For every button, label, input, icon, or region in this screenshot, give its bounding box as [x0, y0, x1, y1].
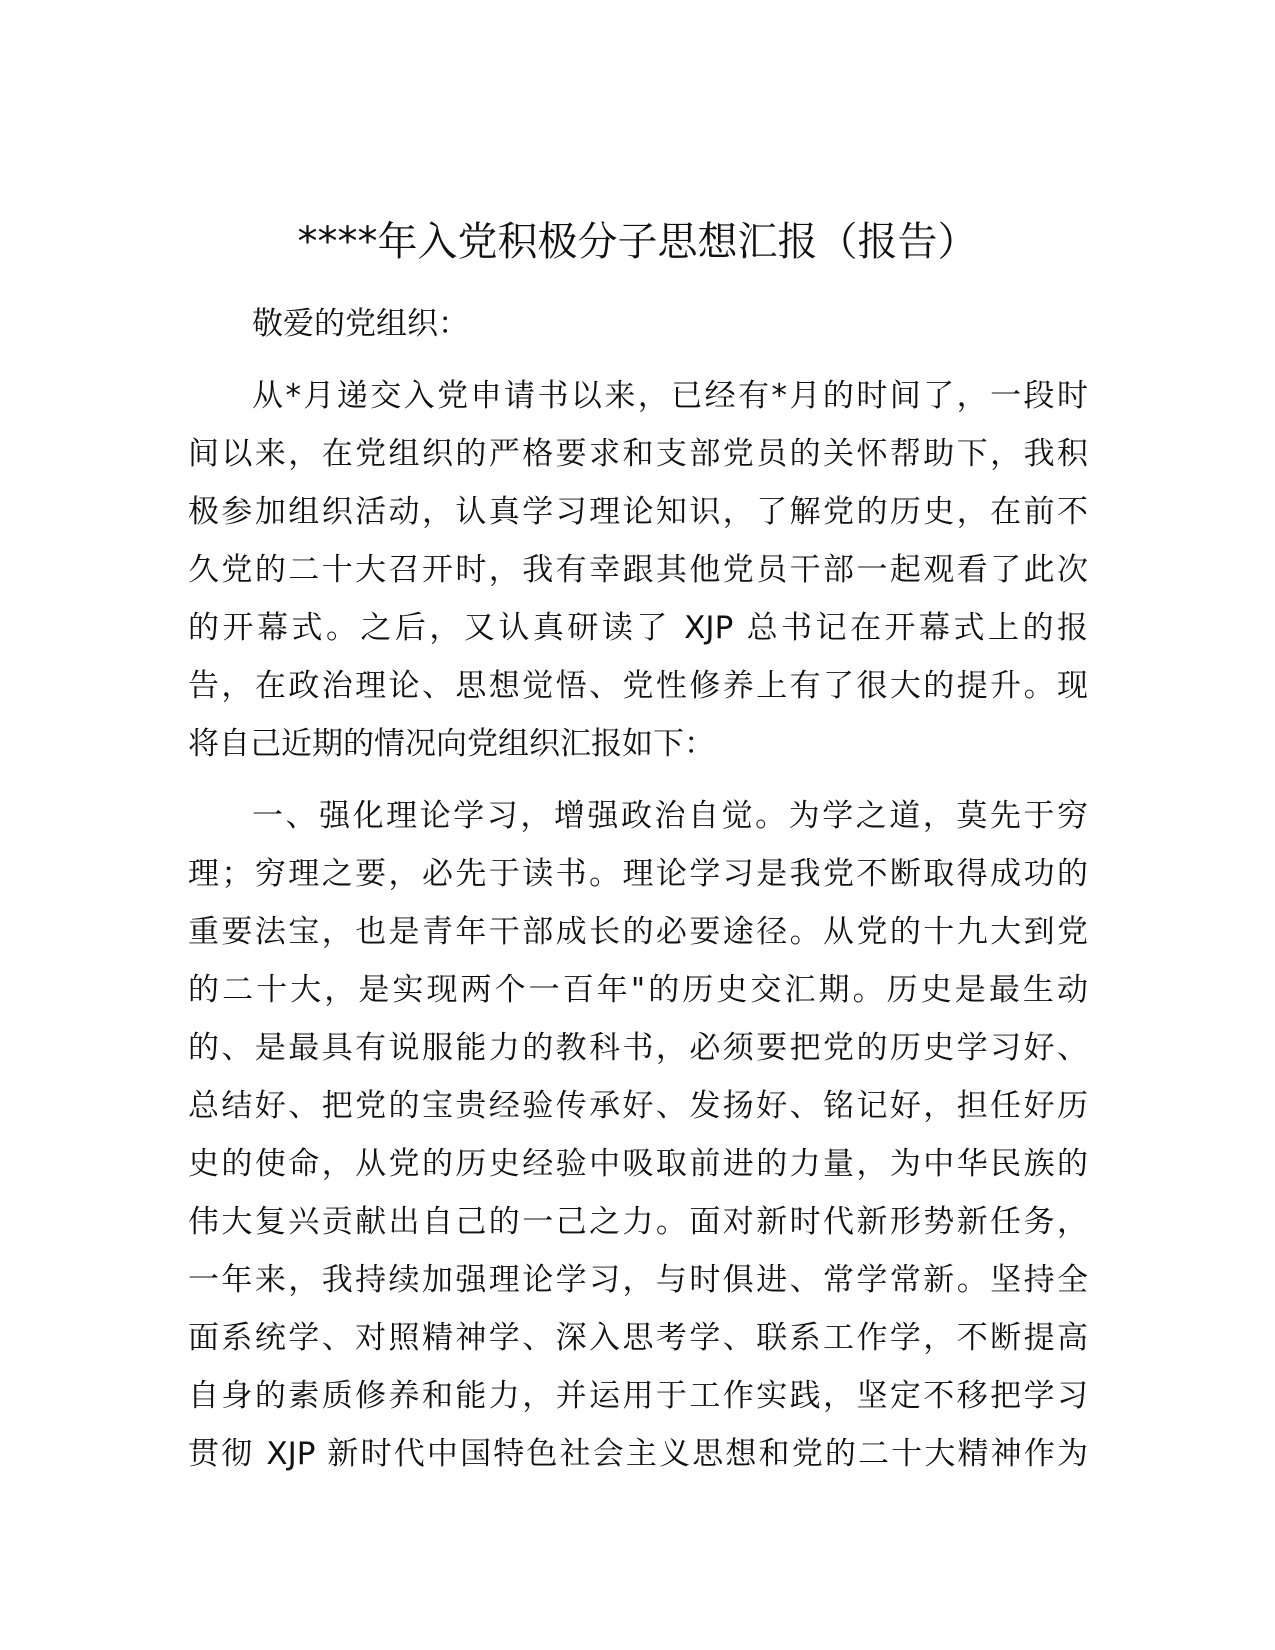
paragraph-2 — [188, 787, 1088, 1483]
paragraph-line: 自身的素质修养和能力，并运用于工作实践，坚定不移把学习 — [188, 1378, 1088, 1414]
paragraph-line: 史的使命，从党的历史经验中吸取前进的力量，为中华民族的 — [188, 1146, 1088, 1182]
paragraph-line: 一、强化理论学习，增强政治自觉。为学之道，莫先于穷 — [252, 798, 1088, 834]
paragraph-line: 的、是最具有说服能力的教科书，必须要把党的历史学习好、 — [188, 1030, 1088, 1066]
paragraph-line: 一年来，我持续加强理论学习，与时俱进、常学常新。坚持全 — [188, 1262, 1088, 1298]
paragraph-line: 重要法宝，也是青年干部成长的必要途径。从党的十九大到党 — [188, 914, 1088, 950]
paragraph-line: 极参加组织活动，认真学习理论知识，了解党的历史，在前不 — [188, 494, 1088, 530]
paragraph-line: 伟大复兴贡献出自己的一己之力。面对新时代新形势新任务， — [188, 1204, 1088, 1240]
paragraph-line: 将自己近期的情况向党组织汇报如下： — [188, 726, 715, 762]
paragraph-line: 总结好、把党的宝贵经验传承好、发扬好、铭记好，担任好历 — [188, 1088, 1088, 1124]
paragraph-line: 久党的二十大召开时，我有幸跟其他党员干部一起观看了此次 — [188, 552, 1088, 588]
paragraph-line: 面系统学、对照精神学、深入思考学、联系工作学，不断提高 — [188, 1320, 1088, 1356]
paragraph-line: 从*月递交入党申请书以来，已经有*月的时间了，一段时 — [252, 378, 1088, 414]
paragraph-line: 的二十大，是实现两个一百年"的历史交汇期。历史是最生动 — [188, 972, 1088, 1008]
document-title: ****年入党积极分子思想汇报（报告） — [297, 219, 978, 265]
paragraph-line: 贯彻 XJP 新时代中国特色社会主义思想和党的二十大精神作为 — [188, 1436, 1088, 1472]
paragraph-line: 理；穷理之要，必先于读书。理论学习是我党不断取得成功的 — [188, 856, 1088, 892]
paragraph-line: 的开幕式。之后，又认真研读了 XJP 总书记在开幕式上的报 — [188, 610, 1088, 646]
paragraph-line: 间以来，在党组织的严格要求和支部党员的关怀帮助下，我积 — [188, 436, 1088, 472]
document-body — [188, 295, 1088, 1483]
paragraph-1 — [188, 367, 1088, 773]
paragraph-line: 告，在政治理论、思想觉悟、党性修养上有了很大的提升。现 — [188, 668, 1088, 704]
salutation: 敬爱的党组织： — [252, 306, 469, 342]
